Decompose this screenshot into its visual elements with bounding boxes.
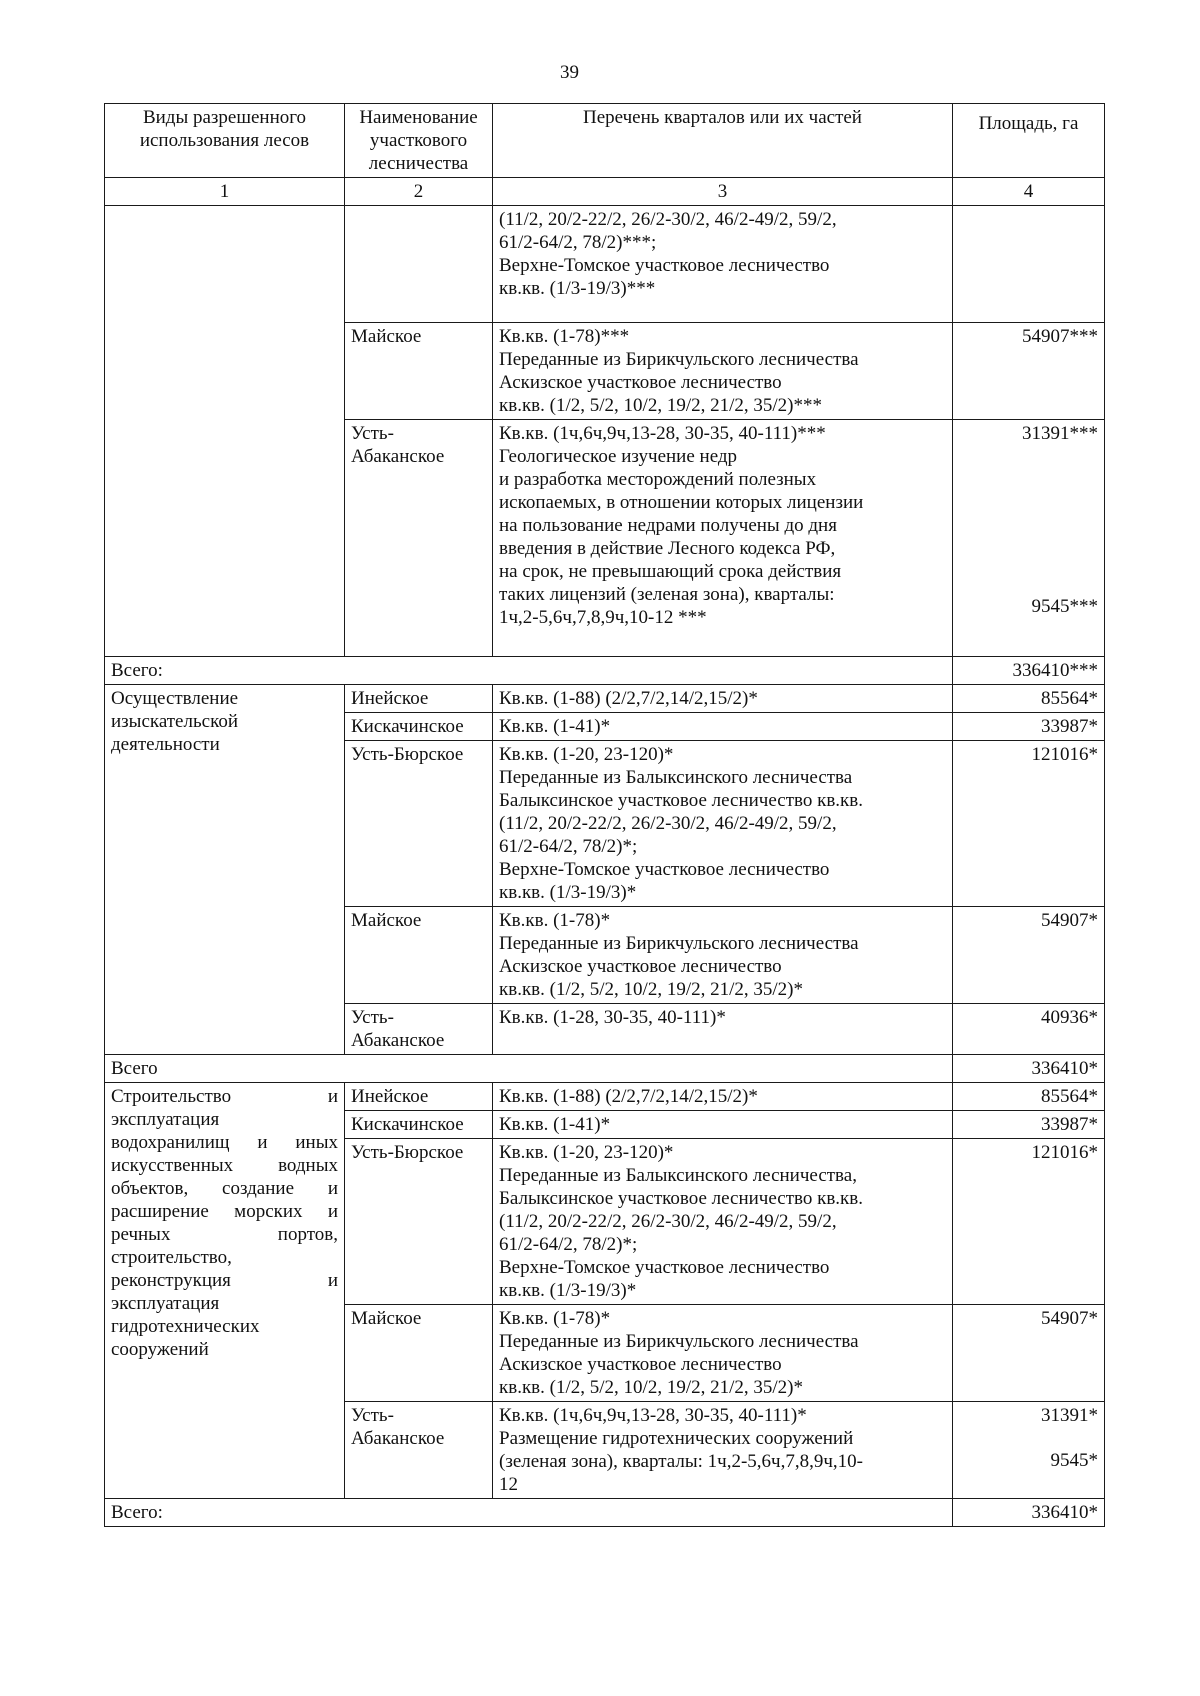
area-value: 54907***	[953, 323, 1105, 420]
area-value: 121016*	[953, 1139, 1105, 1305]
forestry-name: Усть-Бюрское	[345, 741, 493, 907]
column-number-4: 4	[953, 178, 1105, 206]
total-value: 336410*	[953, 1055, 1105, 1083]
forestry-name: Инейское	[345, 1083, 493, 1111]
use-type-label: Строительство и эксплуатация водохранилищ и иных искусственных водных объектов, создание и расширение морских и речных портов, строительство, реконструкция и эксплуатация гидротехнических сооружений	[105, 1083, 345, 1499]
area-value	[953, 206, 1105, 323]
forestry-name: Усть- Абаканское	[345, 1402, 493, 1499]
area-value: 33987*	[953, 1111, 1105, 1139]
quarters-list: Кв.кв. (1ч,6ч,9ч,13-28, 30-35, 40-111)* Размещение гидротехнических сооружений (зеленая зона), кварталы: 1ч,2-5,6ч,7,8,9ч,10- 12	[493, 1402, 953, 1499]
header-use-type: Виды разрешенного использования лесов	[105, 104, 345, 178]
quarters-list: Кв.кв. (1-41)*	[493, 1111, 953, 1139]
area-value: 54907*	[953, 907, 1105, 1004]
total-value: 336410***	[953, 657, 1105, 685]
table-row	[105, 685, 1105, 713]
total-label: Всего:	[105, 657, 953, 685]
quarters-list: Кв.кв. (1-20, 23-120)* Переданные из Балыксинского лесничества Балыксинское участковое лесничество кв.кв. (11/2, 20/2-22/2, 26/2-30/2, 46/2-49/2, 59/2, 61/2-64/2, 78/2)*; Верхне-Томское участковое лесничество кв.кв. (1/3-19/3)*	[493, 741, 953, 907]
quarters-list: Кв.кв. (1-20, 23-120)* Переданные из Балыксинского лесничества, Балыксинское участковое лесничество кв.кв. (11/2, 20/2-22/2, 26/2-30/2, 46/2-49/2, 59/2, 61/2-64/2, 78/2)*; Верхне-Томское участковое лесничество кв.кв. (1/3-19/3)*	[493, 1139, 953, 1305]
column-number-3: 3	[493, 178, 953, 206]
forestry-name: Усть- Абаканское	[345, 1004, 493, 1055]
use-type-cell	[105, 206, 345, 657]
total-row	[105, 1055, 1105, 1083]
use-type-label: Осуществление изыскательской деятельности	[105, 685, 345, 1055]
forestry-name	[345, 206, 493, 323]
table-row	[105, 206, 1105, 323]
forest-use-table-wrapper	[104, 103, 1104, 1527]
forestry-name: Майское	[345, 1305, 493, 1402]
quarters-list: (11/2, 20/2-22/2, 26/2-30/2, 46/2-49/2, 59/2, 61/2-64/2, 78/2)***; Верхне-Томское участковое лесничество кв.кв. (1/3-19/3)***	[493, 206, 953, 323]
header-area: Площадь, га	[953, 104, 1105, 178]
total-value: 336410*	[953, 1499, 1105, 1527]
quarters-list: Кв.кв. (1-78)* Переданные из Бирикчульского лесничества Аскизское участковое лесничество кв.кв. (1/2, 5/2, 10/2, 19/2, 21/2, 35/2)*	[493, 907, 953, 1004]
total-row	[105, 657, 1105, 685]
header-forestry-name: Наименование участкового лесничества	[345, 104, 493, 178]
quarters-list: Кв.кв. (1-41)*	[493, 713, 953, 741]
forestry-name: Кискачинское	[345, 713, 493, 741]
area-value: 33987*	[953, 713, 1105, 741]
area-value: 85564*	[953, 1083, 1105, 1111]
forestry-name: Майское	[345, 323, 493, 420]
column-numbers-row	[105, 178, 1105, 206]
area-value: 40936*	[953, 1004, 1105, 1055]
total-label: Всего	[105, 1055, 953, 1083]
forestry-name: Усть-Бюрское	[345, 1139, 493, 1305]
area-value: 85564*	[953, 685, 1105, 713]
forestry-name: Инейское	[345, 685, 493, 713]
quarters-list: Кв.кв. (1ч,6ч,9ч,13-28, 30-35, 40-111)*** Геологическое изучение недр и разработка месторождений полезных ископаемых, в отношении которых лицензии на пользование недрами получены до дня введения в действие Лесного кодекса РФ, на срок, не превышающий срока действия таких лицензий (зеленая зона), кварталы: 1ч,2-5,6ч,7,8,9ч,10-12 ***	[493, 420, 953, 657]
forestry-name: Кискачинское	[345, 1111, 493, 1139]
quarters-list: Кв.кв. (1-88) (2/2,7/2,14/2,15/2)*	[493, 1083, 953, 1111]
column-number-1: 1	[105, 178, 345, 206]
area-value: 31391***	[1022, 423, 1098, 444]
forestry-name: Усть- Абаканское	[345, 420, 493, 657]
forestry-name: Майское	[345, 907, 493, 1004]
area-cell	[953, 420, 1105, 657]
area-cell	[953, 1402, 1105, 1499]
total-row	[105, 1499, 1105, 1527]
header-row	[105, 104, 1105, 178]
quarters-list: Кв.кв. (1-88) (2/2,7/2,14/2,15/2)*	[493, 685, 953, 713]
table-row	[105, 1083, 1105, 1111]
area-value: 121016*	[953, 741, 1105, 907]
total-label: Всего:	[105, 1499, 953, 1527]
column-number-2: 2	[345, 178, 493, 206]
area-value-secondary: 9545*	[1050, 1450, 1098, 1471]
quarters-list: Кв.кв. (1-28, 30-35, 40-111)*	[493, 1004, 953, 1055]
header-quarters-list: Перечень кварталов или их частей	[493, 104, 953, 178]
area-value: 31391*	[1041, 1405, 1098, 1426]
forest-use-table	[104, 103, 1105, 1527]
quarters-list: Кв.кв. (1-78)* Переданные из Бирикчульского лесничества Аскизское участковое лесничество кв.кв. (1/2, 5/2, 10/2, 19/2, 21/2, 35/2)*	[493, 1305, 953, 1402]
area-value: 54907*	[953, 1305, 1105, 1402]
page-number: 39	[560, 62, 579, 83]
quarters-list: Кв.кв. (1-78)*** Переданные из Бирикчульского лесничества Аскизское участковое лесничество кв.кв. (1/2, 5/2, 10/2, 19/2, 21/2, 35/2)***	[493, 323, 953, 420]
area-value-secondary: 9545***	[1031, 596, 1098, 617]
